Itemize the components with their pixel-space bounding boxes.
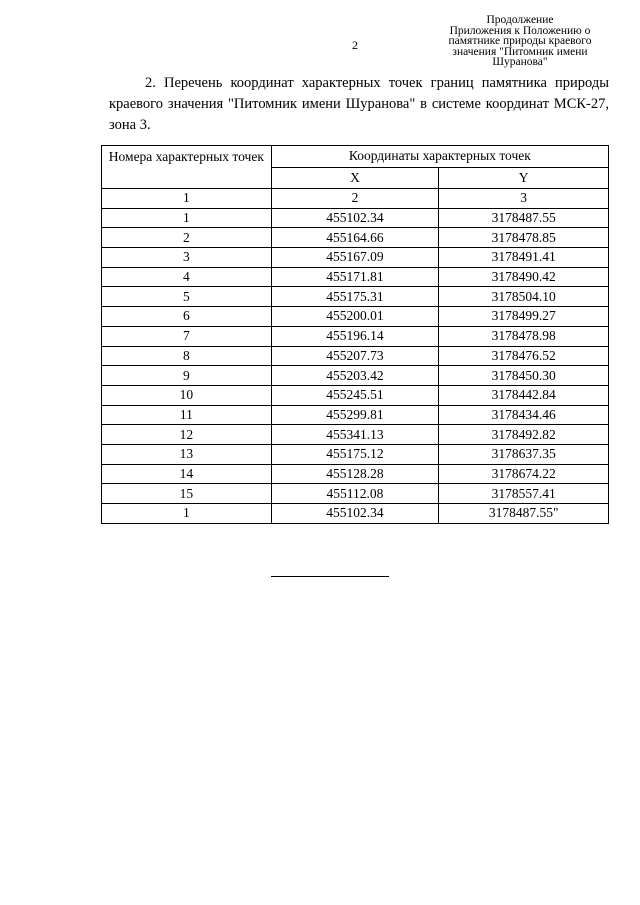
point-number-cell: 2 — [102, 228, 272, 248]
y-coordinate-cell: 3178478.85 — [439, 228, 609, 248]
table-row — [102, 248, 609, 268]
closing-rule — [271, 576, 389, 577]
intro-paragraph: 2. Перечень координат характерных точек границ памятника природы краевого значения "Питомник имени Шуранова" в системе координат МСК-27, зона 3. — [109, 75, 609, 133]
header-note-line: значения "Питомник имени — [452, 45, 588, 58]
point-number-cell: 7 — [102, 326, 272, 346]
x-coordinate-cell: 455102.34 — [271, 504, 439, 524]
y-column-header: Y — [439, 167, 609, 189]
x-coordinate-cell: 455171.81 — [271, 267, 439, 287]
point-number-cell: 12 — [102, 425, 272, 445]
x-coordinate-cell: 455128.28 — [271, 464, 439, 484]
x-coordinate-cell: 455203.42 — [271, 366, 439, 386]
point-number-cell: 1 — [102, 504, 272, 524]
x-coordinate-cell: 455175.31 — [271, 287, 439, 307]
point-number-cell: 8 — [102, 346, 272, 366]
index-cell: 3 — [439, 189, 609, 209]
table-row — [102, 307, 609, 327]
y-coordinate-cell: 3178476.52 — [439, 346, 609, 366]
coordinates-column-header: Координаты характерных точек — [271, 146, 608, 168]
header-note-line: Шуранова" — [492, 56, 548, 68]
y-coordinate-cell: 3178442.84 — [439, 385, 609, 405]
index-cell: 2 — [271, 189, 439, 209]
x-coordinate-cell: 455200.01 — [271, 307, 439, 327]
point-number-cell: 15 — [102, 484, 272, 504]
coordinates-table — [101, 145, 609, 524]
table-row — [102, 444, 609, 464]
point-number-cell: 4 — [102, 267, 272, 287]
table-row — [102, 425, 609, 445]
x-coordinate-cell: 455245.51 — [271, 385, 439, 405]
point-number-cell: 5 — [102, 287, 272, 307]
point-number-cell: 14 — [102, 464, 272, 484]
x-coordinate-cell: 455164.66 — [271, 228, 439, 248]
x-coordinate-cell: 455102.34 — [271, 208, 439, 228]
x-coordinate-cell: 455112.08 — [271, 484, 439, 504]
table-row — [102, 267, 609, 287]
table-index-row — [102, 189, 609, 209]
x-coordinate-cell: 455299.81 — [271, 405, 439, 425]
header-note-line: Продолжение — [486, 14, 554, 26]
page-number: 2 — [352, 38, 358, 52]
y-coordinate-cell: 3178490.42 — [439, 267, 609, 287]
y-coordinate-cell: 3178487.55" — [439, 504, 609, 524]
y-coordinate-cell: 3178557.41 — [439, 484, 609, 504]
point-number-cell: 6 — [102, 307, 272, 327]
y-coordinate-cell: 3178674.22 — [439, 464, 609, 484]
y-coordinate-cell: 3178504.10 — [439, 287, 609, 307]
table-row — [102, 385, 609, 405]
table-row — [102, 228, 609, 248]
table-row — [102, 405, 609, 425]
y-coordinate-cell: 3178434.46 — [439, 405, 609, 425]
x-coordinate-cell: 455167.09 — [271, 248, 439, 268]
x-column-header: X — [271, 167, 439, 189]
x-coordinate-cell: 455207.73 — [271, 346, 439, 366]
x-coordinate-cell: 455341.13 — [271, 425, 439, 445]
point-number-cell: 11 — [102, 405, 272, 425]
table-row — [102, 326, 609, 346]
table-row — [102, 464, 609, 484]
y-coordinate-cell: 3178478.98 — [439, 326, 609, 346]
points-column-header: Номера характерных точек — [102, 146, 272, 189]
table-row — [102, 366, 609, 386]
table-row — [102, 504, 609, 524]
y-coordinate-cell: 3178450.30 — [439, 366, 609, 386]
index-cell: 1 — [102, 189, 272, 209]
appendix-header-note — [430, 15, 610, 68]
point-number-cell: 10 — [102, 385, 272, 405]
point-number-cell: 1 — [102, 208, 272, 228]
header-note-line: Приложения к Положению о — [449, 24, 591, 37]
point-number-cell: 13 — [102, 444, 272, 464]
table-row — [102, 208, 609, 228]
header-note-line: памятнике природы краевого — [448, 35, 592, 47]
x-coordinate-cell: 455196.14 — [271, 326, 439, 346]
y-coordinate-cell: 3178491.41 — [439, 248, 609, 268]
table-row — [102, 484, 609, 504]
y-coordinate-cell: 3178492.82 — [439, 425, 609, 445]
x-coordinate-cell: 455175.12 — [271, 444, 439, 464]
point-number-cell: 3 — [102, 248, 272, 268]
table-row — [102, 287, 609, 307]
point-number-cell: 9 — [102, 366, 272, 386]
y-coordinate-cell: 3178487.55 — [439, 208, 609, 228]
y-coordinate-cell: 3178637.35 — [439, 444, 609, 464]
table-row — [102, 346, 609, 366]
table-header-row — [102, 146, 609, 168]
y-coordinate-cell: 3178499.27 — [439, 307, 609, 327]
